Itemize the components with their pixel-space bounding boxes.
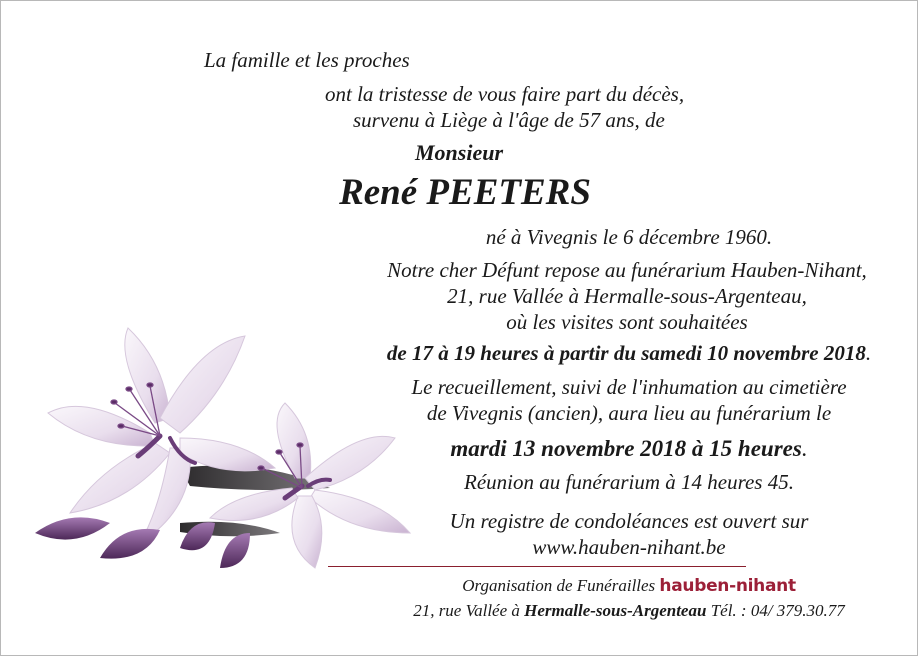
birth-line: né à Vivegnis le 6 décembre 1960. xyxy=(485,225,773,249)
repose-line-2: 21, rue Vallée à Hermalle-sous-Argenteau, xyxy=(447,284,807,308)
address-line xyxy=(0,602,918,619)
visit-hours-line xyxy=(0,343,918,364)
ceremony-date-period: . xyxy=(801,436,808,461)
footer-divider xyxy=(328,566,746,567)
repose-line-3: où les visites sont souhaitées xyxy=(506,310,748,334)
deceased-name: René PEETERS xyxy=(339,172,591,213)
age-line: survenu à Liège à l'âge de 57 ans, de xyxy=(353,108,665,132)
ceremony-line-1: Le recueillement, suivi de l'inhumation au cimetière xyxy=(411,375,847,399)
meeting-line: Réunion au funérarium à 14 heures 45. xyxy=(464,470,794,494)
address-prefix: 21, rue Vallée à xyxy=(413,601,520,620)
ceremony-date: mardi 13 novembre 2018 à 15 heures xyxy=(450,436,802,461)
ceremony-line-2: de Vivegnis (ancien), aura lieu au funérarium le xyxy=(426,401,832,425)
intro-line: La famille et les proches xyxy=(204,48,410,72)
organisation-label: Organisation de Funérailles xyxy=(462,576,656,595)
visit-hours: de 17 à 19 heures à partir du samedi 10 novembre 2018 xyxy=(386,341,866,365)
visit-hours-period: . xyxy=(865,341,872,365)
registry-line: Un registre de condoléances est ouvert sur xyxy=(449,509,809,533)
honorific: Monsieur xyxy=(414,140,504,165)
hauben-nihant-logo: hauben-nihant xyxy=(659,576,796,596)
address-town: Hermalle-sous-Argenteau xyxy=(524,601,707,620)
organisation-line xyxy=(0,577,918,595)
phone: Tél. : 04/ 379.30.77 xyxy=(710,601,845,620)
ceremony-date-line xyxy=(0,437,918,460)
registry-url: www.hauben-nihant.be xyxy=(532,535,726,559)
repose-line-1: Notre cher Défunt repose au funérarium Hauben-Nihant, xyxy=(387,258,867,282)
sadness-line: ont la tristesse de vous faire part du décès, xyxy=(325,82,685,106)
